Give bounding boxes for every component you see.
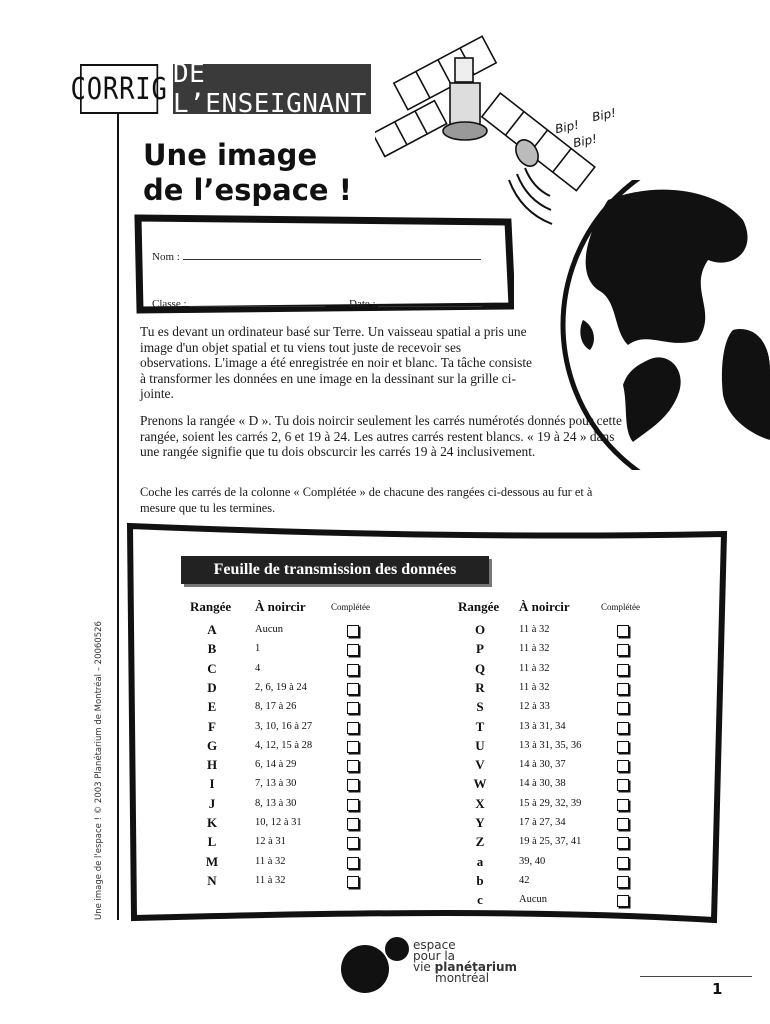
row-fill-range: 4, 12, 15 à 28 <box>255 739 313 751</box>
row-letter: F <box>208 718 216 734</box>
completed-checkbox[interactable] <box>617 818 629 830</box>
logo-line-2: pour la <box>413 949 455 963</box>
row-letter: S <box>476 699 484 715</box>
completed-checkbox[interactable] <box>347 722 359 734</box>
logo-line-4: montréal <box>435 971 490 985</box>
row-fill-range: 4 <box>255 662 261 674</box>
completed-checkbox[interactable] <box>617 857 629 869</box>
planetarium-logo-text <box>413 940 517 984</box>
row-letter: P <box>476 641 484 657</box>
classe-label: Classe : <box>152 298 187 310</box>
row-fill-range: 17 à 27, 34 <box>519 817 566 828</box>
completed-checkbox[interactable] <box>347 837 359 849</box>
page-number: 1 <box>712 980 723 998</box>
logo-line-3a: vie <box>413 960 431 974</box>
page-number-rule <box>640 976 752 977</box>
row-letter: G <box>206 737 218 753</box>
row-fill-range: 11 à 32 <box>255 855 286 867</box>
margin-rule <box>117 114 119 920</box>
instructions-paragraph: Coche les carrés de la colonne « Complétée » de chacune des rangées ci-dessous au fur et à mesure que tu les termines. <box>140 485 593 515</box>
row-letter: M <box>205 853 219 869</box>
header-rangee-right: Rangée <box>458 599 500 614</box>
row-letter: b <box>476 872 484 888</box>
completed-checkbox[interactable] <box>617 664 629 676</box>
row-fill-range: 2, 6, 19 à 24 <box>255 681 307 693</box>
row-fill-range: 13 à 31, 35, 36 <box>519 739 582 751</box>
row-fill-range: 10, 12 à 31 <box>255 817 302 828</box>
completed-checkbox[interactable] <box>347 644 359 656</box>
row-letter: B <box>207 641 217 657</box>
sheet-title: Feuille de transmission des données <box>181 556 489 584</box>
classe-line[interactable] <box>189 296 325 307</box>
bip-1: Bip! <box>553 117 581 137</box>
completed-checkbox[interactable] <box>617 799 629 811</box>
nom-field[interactable] <box>152 249 481 263</box>
row-letter: N <box>207 872 217 888</box>
header-corrig: CORRIG <box>80 64 158 114</box>
row-letter: R <box>475 679 485 695</box>
completed-checkbox[interactable] <box>617 644 629 656</box>
title-line-1: Une image <box>143 138 318 172</box>
row-letter: K <box>206 815 218 830</box>
row-fill-range: 19 à 25, 37, 41 <box>519 836 582 848</box>
row-fill-range: 11 à 32 <box>519 643 550 655</box>
row-letter: L <box>207 834 217 850</box>
row-fill-range: 11 à 32 <box>519 624 550 635</box>
completed-checkbox[interactable] <box>617 741 629 753</box>
row-fill-range: 12 à 31 <box>255 836 286 848</box>
nom-line[interactable] <box>183 249 481 260</box>
header-noircir-right: À noircir <box>519 599 570 614</box>
row-letter: c <box>477 892 483 908</box>
completed-checkbox[interactable] <box>347 857 359 869</box>
row-fill-range: 12 à 33 <box>519 701 550 713</box>
row-letter: J <box>208 795 216 811</box>
row-fill-range: 8, 13 à 30 <box>255 797 297 809</box>
completed-checkbox[interactable] <box>617 625 629 637</box>
date-line[interactable] <box>378 296 482 307</box>
row-letter: W <box>473 776 487 792</box>
completed-checkbox[interactable] <box>347 741 359 753</box>
completed-checkbox[interactable] <box>617 702 629 714</box>
completed-checkbox[interactable] <box>347 779 359 791</box>
completed-checkbox[interactable] <box>347 818 359 830</box>
row-letter: D <box>207 679 217 695</box>
row-fill-range: 39, 40 <box>519 855 546 867</box>
completed-checkbox[interactable] <box>617 683 629 695</box>
completed-checkbox[interactable] <box>617 876 629 888</box>
row-fill-range: 11 à 32 <box>519 662 550 674</box>
row-letter: V <box>475 757 485 773</box>
date-label: Date : <box>349 298 376 310</box>
completed-checkbox[interactable] <box>347 876 359 888</box>
completed-checkbox[interactable] <box>617 779 629 791</box>
row-fill-range: 11 à 32 <box>519 681 550 693</box>
page-title <box>143 138 352 208</box>
header-completee-left: Complétée <box>331 602 370 612</box>
row-fill-range: 1 <box>255 643 261 655</box>
logo-line-1: espace <box>413 938 456 952</box>
row-letter: C <box>207 660 217 676</box>
completed-checkbox[interactable] <box>347 664 359 676</box>
row-letter: E <box>207 699 217 715</box>
bip-2: Bip! <box>590 105 618 125</box>
row-letter: H <box>206 757 218 773</box>
completed-checkbox[interactable] <box>617 837 629 849</box>
row-fill-range: 15 à 29, 32, 39 <box>519 797 582 809</box>
row-letter: A <box>207 622 217 637</box>
header-enseignant: DE L’ENSEIGNANT <box>173 64 371 114</box>
row-fill-range: 42 <box>519 874 530 886</box>
header-rangee-left: Rangée <box>190 599 232 614</box>
row-fill-range: 13 à 31, 34 <box>519 720 566 732</box>
row-fill-range: 6, 14 à 29 <box>255 759 297 771</box>
row-fill-range: 7, 13 à 30 <box>255 778 297 790</box>
row-letter: Z <box>475 834 485 850</box>
intro-paragraph: Tu es devant un ordinateur basé sur Terre. Un vaisseau spatial a pris une image d'un objet spatial et tu viens tout juste de recevoir ses observations. L'image a été enregistrée en noir et blanc. Ta tâche consiste à transformer les données en une image en la dessinant sur la grille ci-jointe. <box>140 324 533 401</box>
row-fill-range: 3, 10, 16 à 27 <box>255 720 313 732</box>
nom-label: Nom : <box>152 251 180 263</box>
completed-checkbox[interactable] <box>617 760 629 772</box>
header-completee-right: Complétée <box>601 602 640 612</box>
row-letter: O <box>474 622 486 637</box>
completed-checkbox[interactable] <box>347 625 359 637</box>
completed-checkbox[interactable] <box>347 760 359 772</box>
row-letter: X <box>475 795 485 811</box>
row-letter: a <box>476 853 484 869</box>
row-fill-range: Aucun <box>519 894 547 906</box>
row-fill-range: 14 à 30, 38 <box>519 778 566 790</box>
title-line-2: de l’espace ! <box>143 173 352 207</box>
row-letter: Q <box>474 660 486 676</box>
planetarium-logo-icon <box>335 935 415 997</box>
row-letter: T <box>475 718 485 734</box>
completed-checkbox[interactable] <box>347 683 359 695</box>
row-fill-range: 8, 17 à 26 <box>255 701 297 713</box>
classe-field[interactable] <box>152 296 325 310</box>
bip-3: Bip! <box>571 131 599 151</box>
row-fill-range: 11 à 32 <box>255 874 286 886</box>
completed-checkbox[interactable] <box>347 702 359 714</box>
row-fill-range: Aucun <box>255 624 283 635</box>
row-letter: I <box>209 776 215 792</box>
completed-checkbox[interactable] <box>617 895 629 907</box>
completed-checkbox[interactable] <box>347 799 359 811</box>
logo-line-3b: planétarium <box>434 960 518 974</box>
header-noircir-left: À noircir <box>255 599 306 614</box>
date-field[interactable] <box>349 296 482 310</box>
completed-checkbox[interactable] <box>617 722 629 734</box>
copyright-side-text: Une image de l'espace ! © 2003 Planétarium de Montréal – 20060526 <box>94 621 104 920</box>
row-letter: U <box>475 737 485 753</box>
row-fill-range: 14 à 30, 37 <box>519 759 566 771</box>
row-letter: Y <box>475 815 485 830</box>
example-paragraph: Prenons la rangée « D ». Tu dois noircir seulement les carrés numérotés donnés pour cette rangée, soient les carrés 2, 6 et 19 à 24. Les autres carrés restent blancs. « 19 à 24 » dans une rangée signifie que tu dois obscurcir les carrés 19 à 24 inclusivement. <box>140 413 622 459</box>
